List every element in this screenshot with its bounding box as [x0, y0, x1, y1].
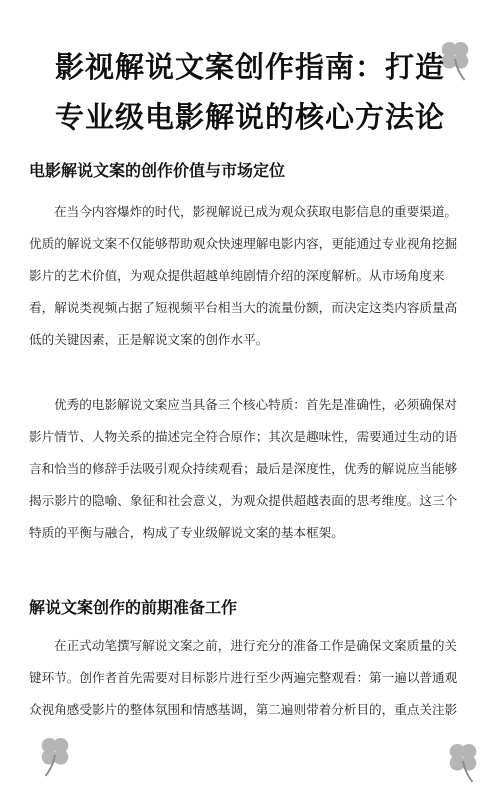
- paragraph: [29, 196, 471, 356]
- paragraph-line: 特质的平衡与融合，构成了专业级解说文案的基本框架。: [29, 525, 344, 540]
- clover-icon: [36, 734, 74, 778]
- title-line: 专业级电影解说的核心方法论: [54, 100, 445, 134]
- paragraph-line: 在正式动笔撰写解说文案之前，进行充分的准备工作是确保文案质量的关: [54, 638, 457, 653]
- paragraph-line: 优秀的电影解说文案应当具备三个核心特质：首先是准确性，必须确保对: [54, 397, 457, 412]
- title-line: 影视解说文案创作指南：打造: [54, 50, 445, 84]
- clover-icon: [444, 740, 482, 784]
- section-heading: 解说文案创作的前期准备工作: [29, 598, 238, 617]
- paragraph-line: 揭示影片的隐喻、象征和社会意义，为观众提供超越表面的思考维度。这三个: [29, 493, 458, 508]
- paragraph-line: 看，解说类视频占据了短视频平台相当大的流量份额，而决定这类内容质量高: [29, 300, 458, 315]
- paragraph-line: 影片情节、人物关系的描述完全符合原作；其次是趣味性，需要通过生动的语: [29, 429, 458, 444]
- section-heading: 电影解说文案的创作价值与市场定位: [29, 161, 286, 180]
- paragraph-line: 键环节。创作者首先需要对目标影片进行至少两遍完整观看：第一遍以普通观: [29, 670, 458, 685]
- paragraph: [29, 389, 471, 549]
- paragraph-line: 影片的艺术价值，为观众提供超越单纯剧情介绍的深度解析。从市场角度来: [29, 268, 445, 283]
- paragraph-line: 优质的解说文案不仅能够帮助观众快速理解电影内容，更能通过专业视角挖掘: [29, 236, 458, 251]
- paragraph-line: 低的关键因素，正是解说文案的创作水平。: [29, 332, 269, 347]
- paragraph: [29, 630, 471, 726]
- paragraph-line: 众视角感受影片的整体氛围和情感基调，第二遍则带着分析目的，重点关注影: [29, 702, 458, 717]
- paragraph-line: 在当今内容爆炸的时代，影视解说已成为观众获取电影信息的重要渠道。: [54, 204, 457, 219]
- paragraph-line: 言和恰当的修辞手法吸引观众持续观看；最后是深度性，优秀的解说应当能够: [29, 461, 458, 476]
- page-title: [0, 42, 500, 142]
